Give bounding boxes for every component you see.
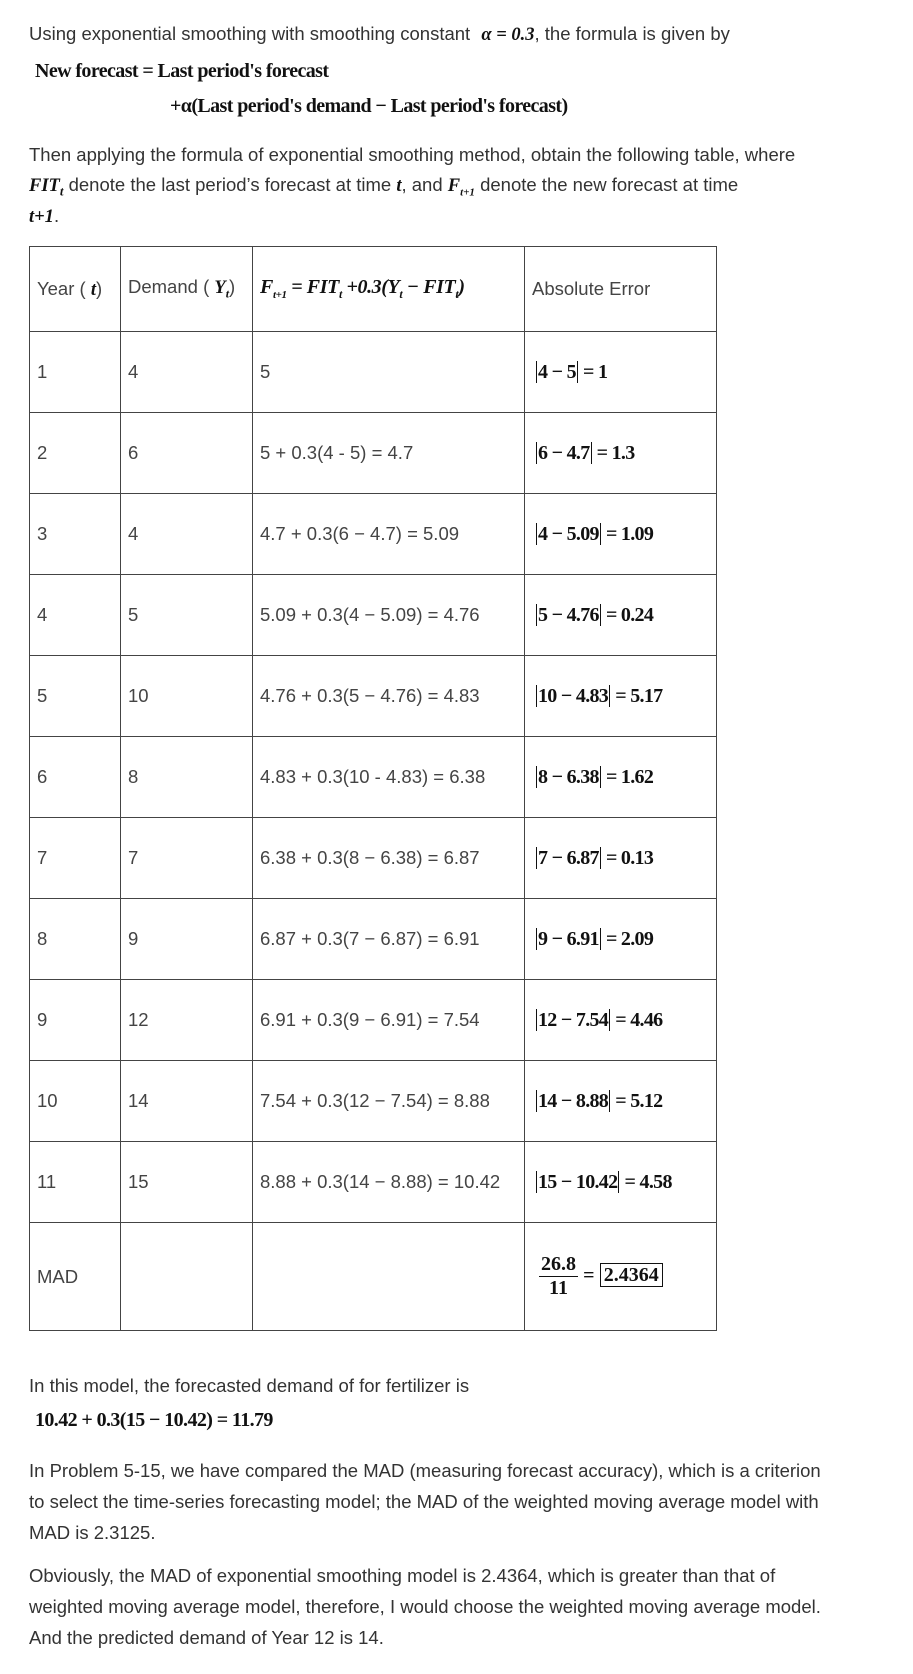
cell-year: 2 <box>30 413 121 494</box>
abs-error-result: = 1.62 <box>605 765 654 788</box>
abs-error-result: = 5.17 <box>615 684 663 707</box>
cell-forecast: 6.87 + 0.3(7 − 6.87) = 6.91 <box>253 899 525 980</box>
abs-error-inner: 4 − 5 <box>538 360 576 383</box>
abs-error-result: = 1 <box>583 360 608 383</box>
cell-demand: 14 <box>121 1061 253 1142</box>
cell-abs-error <box>525 980 717 1061</box>
cell-demand: 7 <box>121 818 253 899</box>
mad-denominator: 11 <box>549 1277 568 1299</box>
table-row <box>30 656 717 737</box>
cell-year: 7 <box>30 818 121 899</box>
cell-demand: 8 <box>121 737 253 818</box>
abs-error-inner: 6 − 4.7 <box>538 441 590 464</box>
mad-numerator: 26.8 <box>541 1253 576 1275</box>
header-absolute-error: Absolute Error <box>525 247 717 332</box>
cell-demand: 12 <box>121 980 253 1061</box>
cell-abs-error <box>525 413 717 494</box>
cell-abs-error <box>525 899 717 980</box>
cell-abs-error <box>525 1061 717 1142</box>
para2-line-3: MAD is 2.3125. <box>29 1522 156 1543</box>
abs-error-inner: 15 − 10.42 <box>538 1170 618 1193</box>
table-mad-row <box>30 1223 717 1331</box>
para3-line-1: Obviously, the MAD of exponential smoothing model is 2.4364, which is greater than that of <box>29 1565 776 1586</box>
explanation-line-3 <box>29 200 59 233</box>
abs-error-inner: 9 − 6.91 <box>538 927 599 950</box>
mad-value <box>525 1223 717 1331</box>
para2-line-2: to select the time-series forecasting model; the MAD of the weighted moving average model with <box>29 1491 819 1512</box>
table-row <box>30 1061 717 1142</box>
cell-forecast: 5 <box>253 332 525 413</box>
cell-forecast: 4.83 + 0.3(10 - 4.83) = 6.38 <box>253 737 525 818</box>
alpha-expression: α = 0.3 <box>481 25 535 45</box>
abs-error-result: = 4.58 <box>624 1170 672 1193</box>
cell-abs-error <box>525 332 717 413</box>
table-row <box>30 332 717 413</box>
mad-equals: = <box>583 1264 595 1287</box>
t-symbol: t <box>396 176 402 196</box>
table-row <box>30 899 717 980</box>
cell-abs-error <box>525 818 717 899</box>
cell-demand: 4 <box>121 494 253 575</box>
cell-year: 1 <box>30 332 121 413</box>
cell-year: 5 <box>30 656 121 737</box>
explanation-mid-1: denote the last period’s forecast at time <box>68 174 392 195</box>
header-year: Year ( t) <box>30 247 121 332</box>
explanation-mid-3: denote the new forecast at time <box>480 174 739 195</box>
intro-line <box>29 18 730 51</box>
mad-fraction <box>539 1253 578 1300</box>
formula-line-2: +α(Last period's demand − Last period's forecast) <box>170 95 568 117</box>
mad-empty-forecast <box>253 1223 525 1331</box>
abs-error-inner: 14 − 8.88 <box>538 1089 609 1112</box>
explanation-line-1: Then applying the formula of exponential smoothing method, obtain the following table, where <box>29 144 796 165</box>
abs-error-result: = 1.09 <box>605 522 654 545</box>
cell-year: 3 <box>30 494 121 575</box>
explanation-end: . <box>53 205 60 226</box>
forecast-table <box>29 246 717 1331</box>
abs-error-result: = 5.12 <box>615 1089 663 1112</box>
cell-year: 10 <box>30 1061 121 1142</box>
abs-error-result: = 2.09 <box>605 927 654 950</box>
cell-demand: 15 <box>121 1142 253 1223</box>
table-row <box>30 575 717 656</box>
cell-forecast: 5 + 0.3(4 - 5) = 4.7 <box>253 413 525 494</box>
table-row <box>30 737 717 818</box>
cell-demand: 10 <box>121 656 253 737</box>
abs-error-result: = 0.24 <box>605 603 654 626</box>
mad-empty-demand <box>121 1223 253 1331</box>
formula-line-1: New forecast = Last period's forecast <box>35 60 329 82</box>
fit-symbol: FIT <box>29 176 60 196</box>
table-row <box>30 980 717 1061</box>
explanation-line-2 <box>29 169 738 209</box>
cell-year: 9 <box>30 980 121 1061</box>
cell-abs-error <box>525 737 717 818</box>
cell-abs-error <box>525 494 717 575</box>
abs-error-inner: 10 − 4.83 <box>538 684 609 707</box>
table-row <box>30 494 717 575</box>
cell-year: 6 <box>30 737 121 818</box>
header-forecast-formula: $F_{t+1} = FIT_t +0.3(Y_t - FIT_t)$ <box>253 247 525 332</box>
cell-forecast: 8.88 + 0.3(14 − 8.88) = 10.42 <box>253 1142 525 1223</box>
fit-sub: t <box>59 183 64 199</box>
table-row <box>30 1142 717 1223</box>
f-sub: t+1 <box>460 186 475 199</box>
para3-line-2: weighted moving average model, therefore, I would choose the weighted moving average model. <box>29 1596 821 1617</box>
intro-text: Using exponential smoothing with smoothing constant <box>29 23 471 44</box>
abs-error-inner: 7 − 6.87 <box>538 846 599 869</box>
abs-error-inner: 5 − 4.76 <box>538 603 599 626</box>
explanation-mid-2: , and <box>401 174 443 195</box>
cell-forecast: 5.09 + 0.3(4 − 5.09) = 4.76 <box>253 575 525 656</box>
mad-result: 2.4364 <box>600 1263 663 1287</box>
para3-line-3: And the predicted demand of Year 12 is 14. <box>29 1627 384 1648</box>
f-symbol: F <box>447 176 461 196</box>
cell-forecast: 7.54 + 0.3(12 − 7.54) = 8.88 <box>253 1061 525 1142</box>
cell-abs-error <box>525 656 717 737</box>
abs-error-inner: 8 − 6.38 <box>538 765 599 788</box>
abs-error-result: = 4.46 <box>615 1008 663 1031</box>
cell-demand: 4 <box>121 332 253 413</box>
header-demand: Demand ( $Y_t$) <box>121 247 253 332</box>
cell-abs-error <box>525 575 717 656</box>
cell-abs-error <box>525 1142 717 1223</box>
intro-tail: , the formula is given by <box>534 23 730 44</box>
abs-error-inner: 4 − 5.09 <box>538 522 599 545</box>
table-row <box>30 413 717 494</box>
abs-error-result: = 0.13 <box>605 846 654 869</box>
abs-error-inner: 12 − 7.54 <box>538 1008 609 1031</box>
table-row <box>30 818 717 899</box>
cell-forecast: 4.76 + 0.3(5 − 4.76) = 4.83 <box>253 656 525 737</box>
table-header-row <box>30 247 717 332</box>
cell-demand: 9 <box>121 899 253 980</box>
cell-year: 11 <box>30 1142 121 1223</box>
cell-forecast: 6.38 + 0.3(8 − 6.38) = 6.87 <box>253 818 525 899</box>
para2-line-1: In Problem 5-15, we have compared the MAD (measuring forecast accuracy), which is a criterion <box>29 1460 821 1481</box>
cell-forecast: 4.7 + 0.3(6 − 4.7) = 5.09 <box>253 494 525 575</box>
cell-forecast: 6.91 + 0.3(9 − 6.91) = 7.54 <box>253 980 525 1061</box>
conclusion-calc: 10.42 + 0.3(15 − 10.42) = 11.79 <box>35 1409 273 1431</box>
conclusion-line-1: In this model, the forecasted demand of for fertilizer is <box>29 1375 470 1396</box>
cell-demand: 5 <box>121 575 253 656</box>
cell-year: 4 <box>30 575 121 656</box>
cell-demand: 6 <box>121 413 253 494</box>
t1-symbol: t+1 <box>29 207 54 227</box>
mad-label: MAD <box>30 1223 121 1331</box>
abs-error-result: = 1.3 <box>596 441 635 464</box>
cell-year: 8 <box>30 899 121 980</box>
